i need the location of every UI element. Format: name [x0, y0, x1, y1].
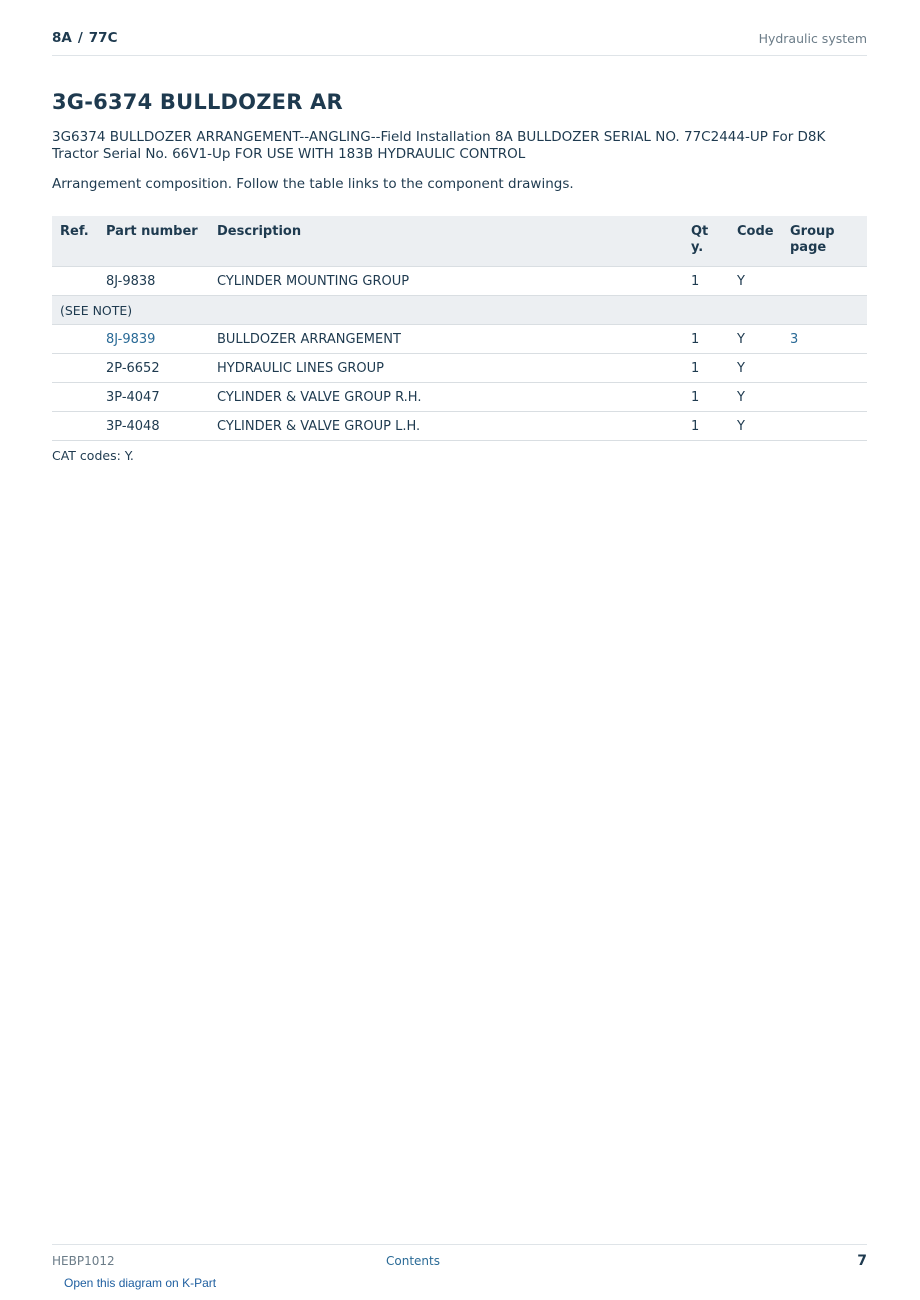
column-header-qty	[683, 216, 729, 267]
cell-qty: 1	[683, 267, 729, 296]
cell-ref	[52, 383, 98, 412]
cell-code: Y	[729, 354, 782, 383]
intro-text: Arrangement composition. Follow the table links to the component drawings.	[52, 176, 574, 192]
open-diagram-link[interactable]: Open this diagram on K-Part	[64, 1276, 217, 1290]
page-footer	[52, 1244, 867, 1275]
page-title: 3G-6374 BULLDOZER AR	[52, 90, 343, 114]
cell-ref	[52, 354, 98, 383]
cell-code: Y	[729, 412, 782, 441]
cell-description: CYLINDER MOUNTING GROUP	[209, 267, 683, 296]
page-header	[52, 28, 867, 56]
contents-link[interactable]: Contents	[386, 1254, 440, 1268]
column-header-qty-label: Qty.	[691, 224, 709, 255]
cell-ref	[52, 325, 98, 354]
table-note-row	[52, 296, 867, 325]
cell-group-page	[782, 354, 867, 383]
table-row	[52, 267, 867, 296]
cell-group-page	[782, 412, 867, 441]
cell-description: CYLINDER & VALVE GROUP R.H.	[209, 383, 683, 412]
column-header-group-page: Group page	[782, 216, 867, 267]
cell-description: BULLDOZER ARRANGEMENT	[209, 325, 683, 354]
column-header-code: Code	[729, 216, 782, 267]
cell-code: Y	[729, 383, 782, 412]
parts-table	[52, 216, 867, 441]
cell-qty: 1	[683, 412, 729, 441]
cell-description: HYDRAULIC LINES GROUP	[209, 354, 683, 383]
cell-code: Y	[729, 325, 782, 354]
cell-group-page	[782, 267, 867, 296]
cell-part-number: 8J-9838	[98, 267, 209, 296]
column-header-ref: Ref.	[52, 216, 98, 267]
table-row	[52, 354, 867, 383]
breadcrumb	[52, 30, 117, 46]
cell-part-number: 2P-6652	[98, 354, 209, 383]
column-header-part-number: Part number	[98, 216, 209, 267]
document-id: HEBP1012	[52, 1254, 115, 1268]
cell-description: CYLINDER & VALVE GROUP L.H.	[209, 412, 683, 441]
cell-part-number: 3P-4047	[98, 383, 209, 412]
cat-codes-note: CAT codes: Y.	[52, 448, 134, 463]
breadcrumb-model: 8A	[52, 30, 72, 46]
cell-ref	[52, 267, 98, 296]
cell-group-page	[782, 383, 867, 412]
table-row	[52, 412, 867, 441]
column-header-description: Description	[209, 216, 683, 267]
section-name: Hydraulic system	[758, 31, 867, 46]
cell-part-number-link[interactable]: 8J-9839	[98, 325, 209, 354]
cell-qty: 1	[683, 383, 729, 412]
cell-code: Y	[729, 267, 782, 296]
page-number: 7	[857, 1253, 867, 1269]
cell-qty: 1	[683, 354, 729, 383]
cell-part-number: 3P-4048	[98, 412, 209, 441]
table-row	[52, 383, 867, 412]
cell-ref	[52, 412, 98, 441]
table-row	[52, 325, 867, 354]
breadcrumb-separator: /	[77, 30, 83, 46]
note-text: (SEE NOTE)	[52, 296, 867, 325]
cell-group-page-link[interactable]: 3	[782, 325, 867, 354]
breadcrumb-serial: 77C	[88, 30, 118, 46]
arrangement-description: 3G6374 BULLDOZER ARRANGEMENT--ANGLING--Field Installation 8A BULLDOZER SERIAL NO. 77C2444-UP For D8K Tractor Serial No. 66V1-Up FOR USE WITH 183B HYDRAULIC CONTROL	[52, 129, 826, 162]
table-header-row	[52, 216, 867, 267]
cell-qty: 1	[683, 325, 729, 354]
